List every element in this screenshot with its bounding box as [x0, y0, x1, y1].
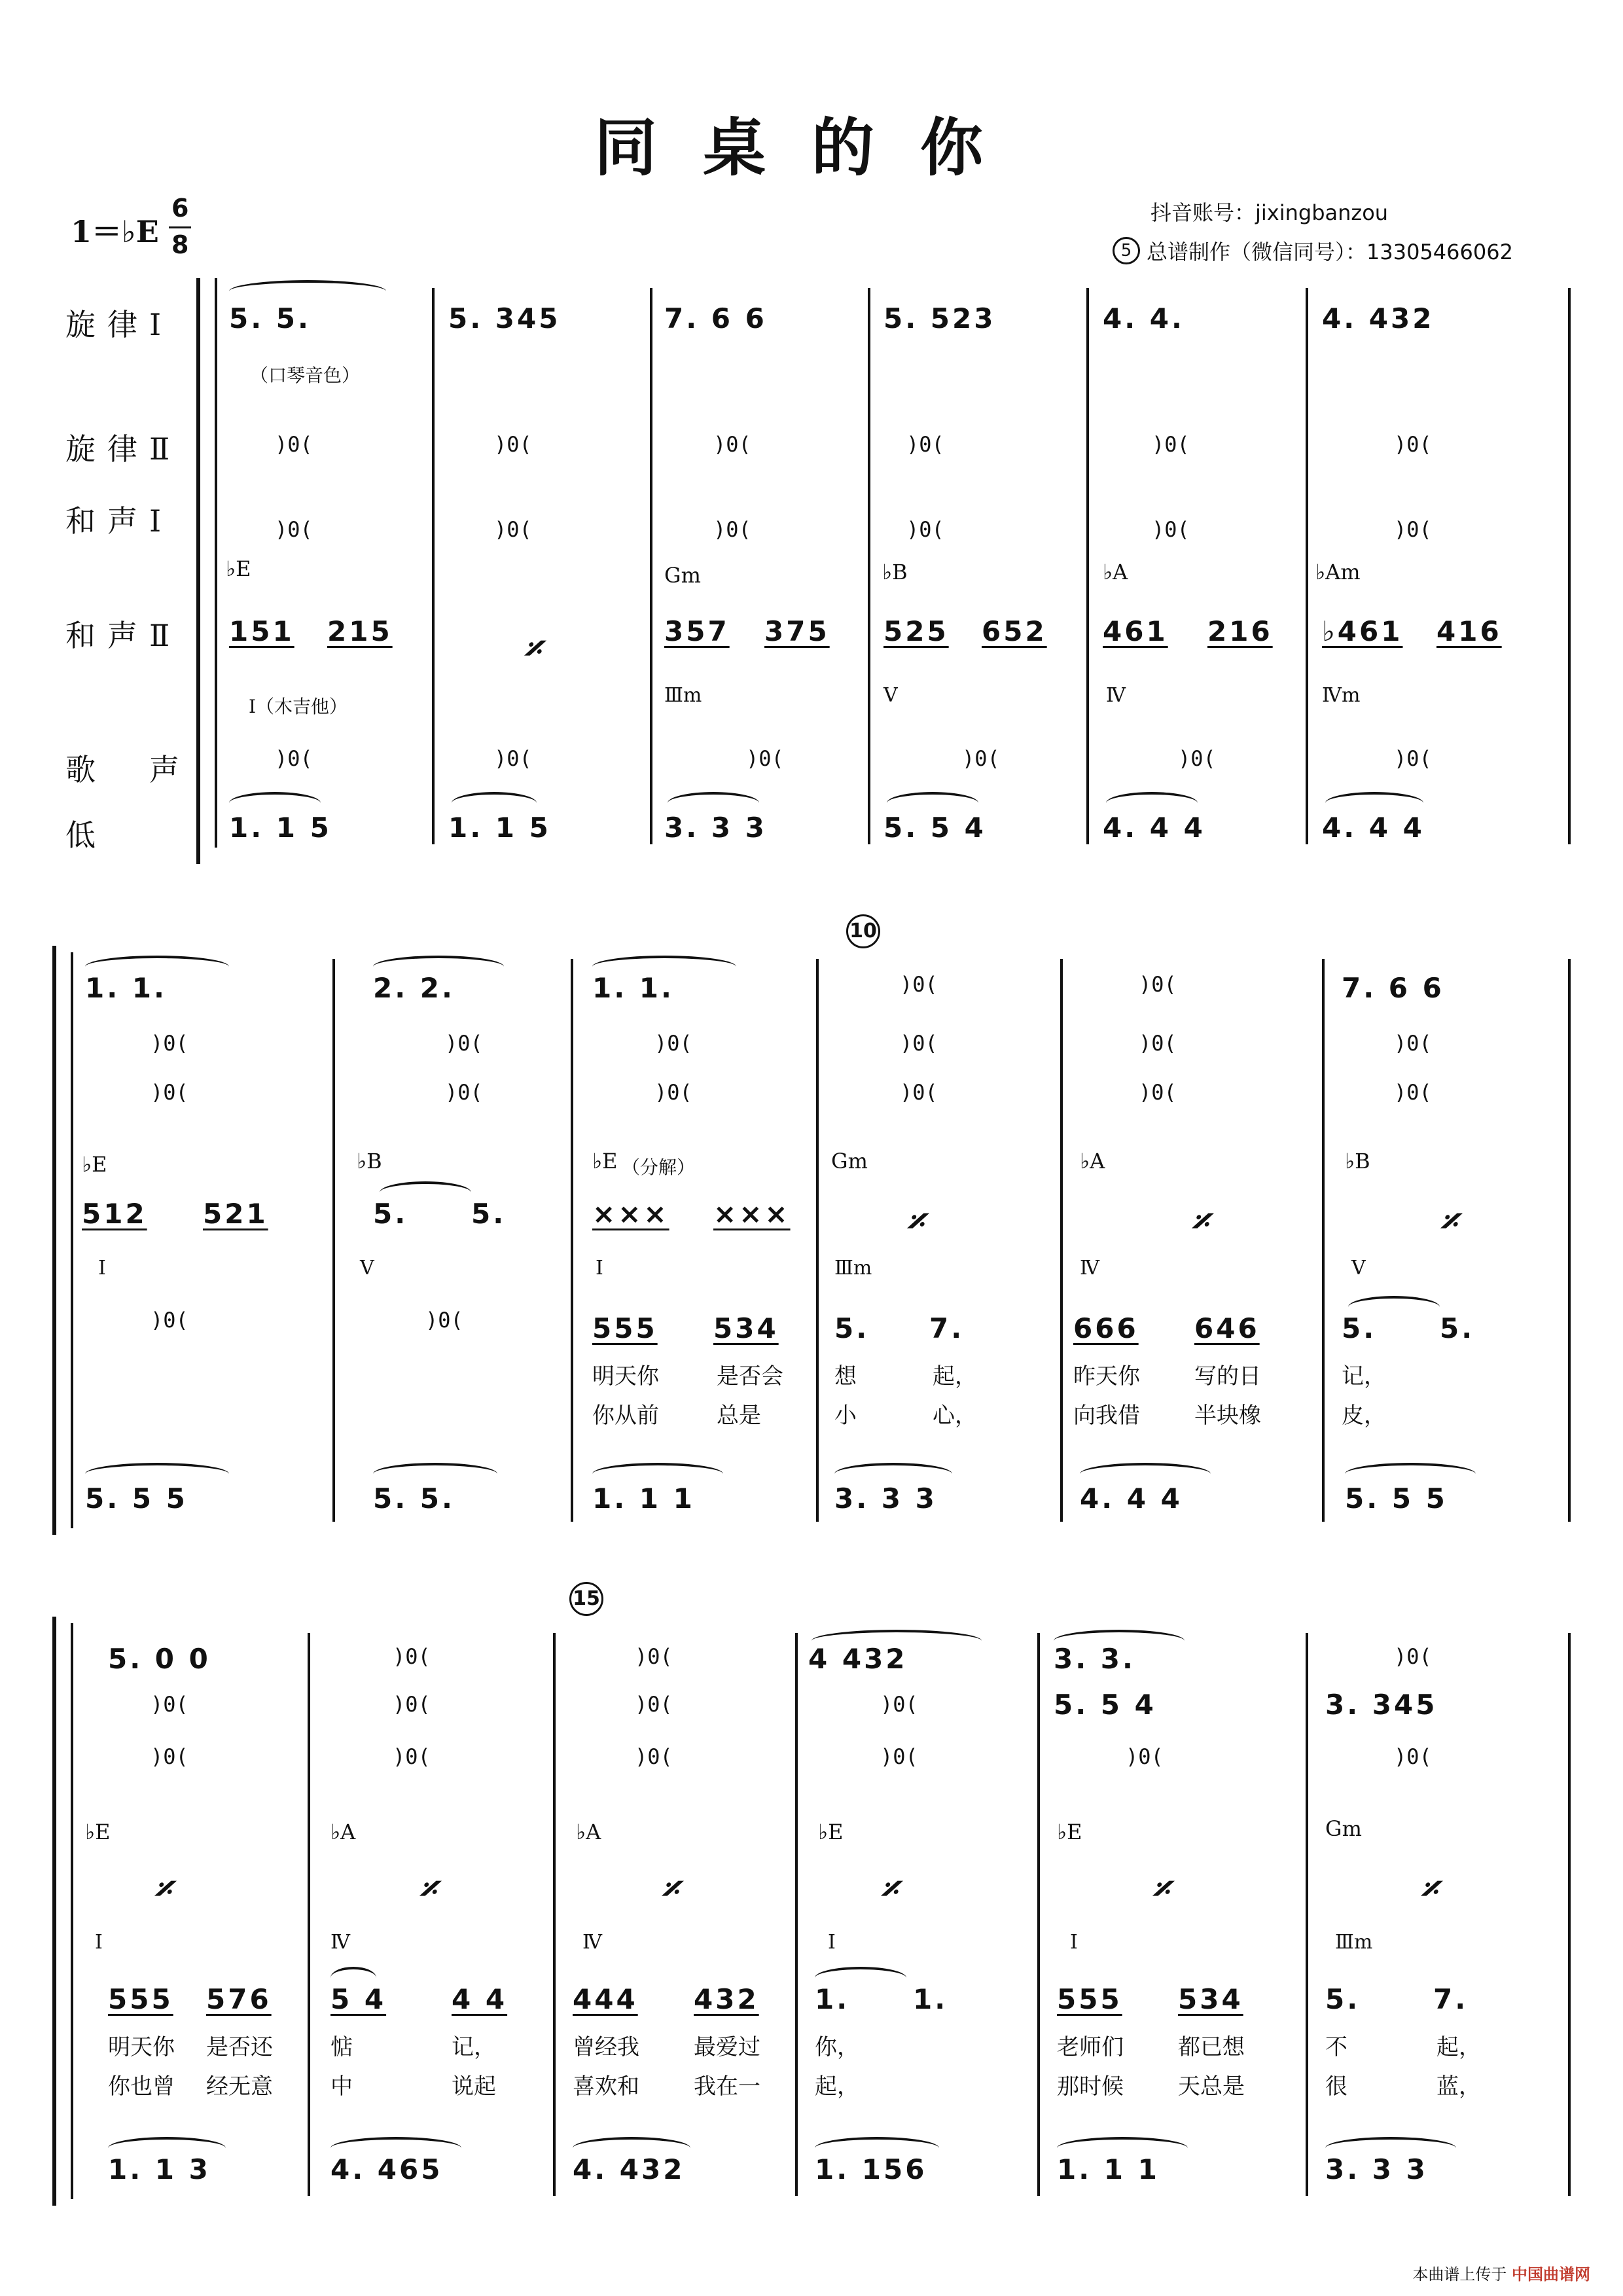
lyric: 不 — [1325, 2034, 1347, 2060]
simile-mark: 𝄎 — [1191, 1201, 1209, 1242]
rest: )0( — [1178, 746, 1216, 771]
footer — [1412, 2261, 1590, 2284]
barline — [650, 288, 652, 844]
note-group: 5. — [1342, 1312, 1377, 1344]
note-group: 1. — [913, 1983, 948, 2015]
barline — [553, 1633, 556, 2196]
roman-numeral: Ⅰ — [95, 1931, 103, 1954]
rest: )0( — [151, 1031, 188, 1056]
rest: )0( — [713, 432, 751, 457]
barline — [71, 952, 73, 1528]
note-group: 5. 345 — [448, 302, 561, 334]
system-bracket — [52, 946, 56, 1535]
rest: )0( — [654, 1080, 692, 1105]
barline — [1037, 1633, 1040, 2196]
barline — [215, 278, 217, 848]
note-group: 576 — [206, 1983, 272, 2015]
simile-mark: 𝄎 — [1152, 1869, 1169, 1910]
note-group: 555 — [592, 1312, 658, 1344]
roman-numeral: Ⅰ — [828, 1931, 836, 1954]
note-group: 534 — [1178, 1983, 1243, 2015]
rest: )0( — [635, 1692, 673, 1717]
rest: )0( — [275, 746, 313, 771]
roman-numeral: Ⅰ — [98, 1257, 106, 1280]
note-group: 3. 345 — [1325, 1689, 1438, 1721]
lyric: 都已想 — [1178, 2034, 1245, 2060]
lyric: 你从前 — [592, 1403, 659, 1429]
part-label: 歌 声 — [65, 752, 191, 787]
rest: )0( — [151, 1744, 188, 1769]
chord-symbol: Gm — [1325, 1816, 1362, 1841]
note-group: 5. — [1440, 1312, 1475, 1344]
note-group: 7. — [929, 1312, 965, 1344]
simile-mark: 𝄎 — [906, 1201, 924, 1242]
footer-site-link[interactable]: 中国曲谱网 — [1512, 2265, 1590, 2284]
roman-numeral: Ⅲm — [664, 684, 702, 707]
barline — [332, 959, 335, 1522]
note-group: 5. 5 5 — [1345, 1482, 1448, 1515]
rest: )0( — [900, 1080, 938, 1105]
part-label: 旋律Ⅱ — [65, 431, 182, 467]
chord-symbol: ♭B — [1345, 1149, 1370, 1174]
lyric: 曾经我 — [573, 2034, 639, 2060]
rest: )0( — [494, 746, 532, 771]
time-signature-denominator: 8 — [171, 230, 189, 259]
rest: )0( — [494, 432, 532, 457]
barline — [1086, 288, 1089, 844]
lyric: 记， — [1342, 1363, 1386, 1390]
system-bracket — [196, 278, 200, 864]
lyric: 总是 — [717, 1403, 761, 1429]
lyric: 天总是 — [1178, 2073, 1245, 2100]
note-group: 5. — [471, 1198, 507, 1230]
rest: )0( — [494, 517, 532, 542]
annotation: （口琴音色） — [250, 365, 361, 386]
lyric: 是否会 — [717, 1363, 783, 1390]
lyric: 写的日 — [1194, 1363, 1261, 1390]
chord-symbol: ♭B — [882, 560, 908, 584]
rest: )0( — [746, 746, 784, 771]
lyric: 皮， — [1342, 1403, 1386, 1429]
lyric: 很 — [1325, 2073, 1347, 2100]
roman-numeral: Ⅰ — [1070, 1931, 1078, 1954]
note-group: 7. 6 6 — [1342, 972, 1444, 1004]
tie — [229, 280, 386, 302]
barline — [1568, 1633, 1571, 2196]
rest: )0( — [900, 972, 938, 997]
lyric: 中 — [330, 2073, 353, 2100]
rest: )0( — [393, 1744, 431, 1769]
lyric: 明天你 — [592, 1363, 659, 1390]
roman-numeral: Ⅳ — [330, 1931, 350, 1954]
lyric: 最爱过 — [694, 2034, 760, 2060]
note-group: 534 — [713, 1312, 779, 1344]
rest: )0( — [906, 432, 944, 457]
note-group: 555 — [1057, 1983, 1122, 2015]
lyric: 是否还 — [206, 2034, 273, 2060]
note-group: 7. 6 6 — [664, 302, 767, 334]
chord-symbol: ♭E — [85, 1820, 111, 1844]
note-group: 215 — [327, 615, 393, 647]
barline — [868, 288, 870, 844]
barline — [1568, 959, 1571, 1522]
lyric: 心， — [933, 1403, 977, 1429]
rest: )0( — [900, 1031, 938, 1056]
rest: )0( — [713, 517, 751, 542]
producer-text: 总谱制作（微信同号）：13305466062 — [1147, 240, 1513, 264]
lyric: 向我借 — [1073, 1403, 1140, 1429]
note-group: 5. 5. — [229, 302, 311, 334]
lyric: 昨天你 — [1073, 1363, 1140, 1390]
note-group: ××× — [592, 1198, 669, 1230]
lyric: 起， — [1436, 2034, 1481, 2060]
roman-numeral: Ⅲm — [834, 1257, 872, 1280]
note-group: 1. — [815, 1983, 850, 2015]
simile-mark: 𝄎 — [880, 1869, 898, 1910]
key-signature: 1＝♭E — [71, 214, 159, 249]
lyric: 起， — [933, 1363, 977, 1390]
note-group: 1. 1 1 — [592, 1482, 695, 1515]
note-group: 5. 523 — [883, 302, 996, 334]
rest: )0( — [1394, 1744, 1432, 1769]
roman-numeral: Ⅴ — [360, 1257, 374, 1280]
chord-symbol: ♭A — [576, 1820, 601, 1844]
lyric: 那时候 — [1057, 2073, 1124, 2100]
rest: )0( — [1152, 517, 1190, 542]
chord-symbol: ♭Am — [1315, 560, 1361, 584]
note-group: 357 — [664, 615, 730, 647]
note-group: 5. — [1325, 1983, 1361, 2015]
part-label: 低 — [65, 817, 107, 853]
lyric: 半块橡 — [1194, 1403, 1261, 1429]
note-group: 4. 4 4 — [1103, 812, 1205, 844]
roman-numeral: Ⅳ — [1080, 1257, 1099, 1280]
rest: )0( — [1394, 517, 1432, 542]
part-label: 旋律Ⅰ — [65, 307, 173, 342]
simile-mark: 𝄎 — [419, 1869, 437, 1910]
footer-upload-text: 本曲谱上传于 — [1412, 2265, 1507, 2284]
chord-symbol: ♭B — [357, 1149, 382, 1174]
note-group: 216 — [1207, 615, 1273, 647]
rest: )0( — [1152, 432, 1190, 457]
part-label: 和声Ⅰ — [65, 503, 173, 539]
note-group: 1. 156 — [815, 2153, 927, 2185]
lyric: 小 — [834, 1403, 857, 1429]
rest: )0( — [275, 432, 313, 457]
note-group: 444 — [573, 1983, 638, 2015]
rest: )0( — [1394, 1644, 1432, 1669]
rest: )0( — [1394, 432, 1432, 457]
note-group: 1. 1. — [85, 972, 167, 1004]
barline — [1568, 288, 1571, 844]
note-group: 4. 465 — [330, 2153, 443, 2185]
barline — [308, 1633, 310, 2196]
lyric: 你， — [815, 2034, 859, 2060]
lyric: 明天你 — [108, 2034, 175, 2060]
lyric: 我在一 — [694, 2073, 760, 2100]
tie — [1345, 1463, 1476, 1485]
roman-numeral: Ⅰ — [596, 1257, 603, 1280]
note-group: 3. 3. — [1054, 1643, 1135, 1675]
account-text: 抖音账号：jixingbanzou — [1150, 200, 1389, 225]
note-group: 432 — [694, 1983, 759, 2015]
note-group: 555 — [108, 1983, 173, 2015]
roman-numeral: Ⅴ — [1351, 1257, 1366, 1280]
rest: )0( — [151, 1308, 188, 1333]
simile-mark: 𝄎 — [661, 1869, 679, 1910]
note-group: ♭461 — [1322, 615, 1403, 647]
rest: )0( — [1394, 1080, 1432, 1105]
chord-symbol: ♭E — [82, 1152, 107, 1177]
chord-symbol: ♭E — [226, 556, 251, 581]
note-group: 5. 0 0 — [108, 1643, 211, 1675]
note-group: 666 — [1073, 1312, 1139, 1344]
page-title: 同桌的你 — [594, 111, 1029, 185]
note-group: 652 — [982, 615, 1047, 647]
rest: )0( — [1139, 972, 1177, 997]
barline — [71, 1623, 73, 2199]
rest: )0( — [880, 1692, 918, 1717]
roman-numeral: Ⅴ — [883, 684, 898, 707]
barline — [1322, 959, 1325, 1522]
rest: )0( — [654, 1031, 692, 1056]
tie — [373, 1463, 497, 1485]
barline — [432, 288, 435, 844]
chord-symbol: ♭E — [1057, 1820, 1082, 1844]
lyric: 喜欢和 — [573, 2073, 639, 2100]
note-group: 1. 1. — [592, 972, 674, 1004]
roman-numeral: Ⅲm — [1335, 1931, 1373, 1954]
lyric: 说起 — [452, 2073, 496, 2100]
chord-symbol: Gm — [831, 1149, 868, 1174]
lyric: 想 — [834, 1363, 857, 1390]
time-signature-numerator: 6 — [171, 194, 189, 223]
note-group: 5. — [834, 1312, 870, 1344]
lyric: 蓝， — [1436, 2073, 1481, 2100]
tie — [1325, 792, 1423, 814]
note-group: 151 — [229, 615, 294, 647]
note-group: 4. 4. — [1103, 302, 1185, 334]
annotation: （分解） — [622, 1157, 696, 1178]
note-group: 521 — [203, 1198, 268, 1230]
tie — [85, 1463, 229, 1485]
rest: )0( — [393, 1644, 431, 1669]
tie — [668, 792, 759, 814]
note-group: 5 4 — [330, 1983, 387, 2015]
note-group: ××× — [713, 1198, 791, 1230]
note-group: 646 — [1194, 1312, 1260, 1344]
note-group: 416 — [1436, 615, 1502, 647]
lyric: 经无意 — [206, 2073, 273, 2100]
tie — [1080, 1463, 1211, 1485]
rest: )0( — [393, 1692, 431, 1717]
measure-number: 10 — [846, 914, 880, 948]
note-group: 5. 5 4 — [883, 812, 986, 844]
barline — [816, 959, 819, 1522]
barline — [1306, 1633, 1308, 2196]
note-group: 4. 432 — [573, 2153, 685, 2185]
note-group: 4. 4 4 — [1080, 1482, 1183, 1515]
chord-symbol: ♭A — [1080, 1149, 1105, 1174]
rest: )0( — [151, 1080, 188, 1105]
rest: )0( — [1394, 1031, 1432, 1056]
simile-mark: 𝄎 — [1420, 1869, 1438, 1910]
roman-numeral: Ⅳ — [1106, 684, 1126, 707]
rest: )0( — [445, 1031, 483, 1056]
note-group: 375 — [764, 615, 830, 647]
note-group: 4 432 — [808, 1643, 908, 1675]
note-group: 5. 5 4 — [1054, 1689, 1156, 1721]
lyric: 记， — [452, 2034, 496, 2060]
note-group: 461 — [1103, 615, 1168, 647]
note-group: 5. 5. — [373, 1482, 455, 1515]
lyric: 起， — [815, 2073, 859, 2100]
note-group: 3. 3 3 — [834, 1482, 937, 1515]
note-group: 512 — [82, 1198, 147, 1230]
lyric: 老师们 — [1057, 2034, 1124, 2060]
chord-symbol: ♭A — [1103, 560, 1128, 584]
note-group: 1. 1 1 — [1057, 2153, 1160, 2185]
lyric: 惦 — [330, 2034, 353, 2060]
barline — [795, 1633, 798, 2196]
chord-symbol: ♭E — [818, 1820, 844, 1844]
time-signature-line — [169, 226, 191, 228]
tie — [887, 792, 978, 814]
system-bracket — [52, 1617, 56, 2206]
rest: )0( — [151, 1692, 188, 1717]
note-group: 525 — [883, 615, 949, 647]
chord-symbol: ♭A — [330, 1820, 356, 1844]
note-group: 7. — [1433, 1983, 1469, 2015]
tie — [229, 792, 321, 814]
note-group: 4. 432 — [1322, 302, 1435, 334]
rest: )0( — [1126, 1744, 1164, 1769]
simile-mark: 𝄎 — [1440, 1201, 1457, 1242]
note-group: 5. 5 5 — [85, 1482, 188, 1515]
circled-number: 5 — [1113, 237, 1140, 264]
rest: )0( — [445, 1080, 483, 1105]
measure-number: 15 — [569, 1582, 603, 1616]
roman-numeral: Ⅳ — [582, 1931, 602, 1954]
note-group: 1. 1 5 — [229, 812, 332, 844]
note-group: 4 4 — [452, 1983, 508, 2015]
roman-numeral: Ⅰ（木吉他） — [249, 696, 348, 717]
part-label: 和声Ⅱ — [65, 618, 182, 653]
barline — [571, 959, 573, 1522]
tie — [592, 1463, 723, 1485]
note-group: 4. 4 4 — [1322, 812, 1425, 844]
roman-numeral: Ⅳm — [1322, 684, 1361, 707]
rest: )0( — [1139, 1080, 1177, 1105]
barline — [1306, 288, 1308, 844]
rest: )0( — [880, 1744, 918, 1769]
simile-mark: 𝄎 — [524, 628, 541, 670]
chord-symbol: Gm — [664, 563, 701, 588]
rest: )0( — [1394, 746, 1432, 771]
rest: )0( — [1139, 1031, 1177, 1056]
rest: )0( — [635, 1644, 673, 1669]
rest: )0( — [906, 517, 944, 542]
rest: )0( — [635, 1744, 673, 1769]
tie — [452, 792, 537, 814]
rest: )0( — [962, 746, 1000, 771]
lyric: 你也曾 — [108, 2073, 175, 2100]
note-group: 1. 1 5 — [448, 812, 551, 844]
note-group: 5. — [373, 1198, 408, 1230]
tie — [834, 1463, 952, 1485]
note-group: 2. 2. — [373, 972, 455, 1004]
chord-symbol: ♭E — [592, 1149, 618, 1174]
note-group: 3. 3 3 — [664, 812, 767, 844]
note-group: 1. 1 3 — [108, 2153, 211, 2185]
barline — [1060, 959, 1063, 1522]
simile-mark: 𝄎 — [154, 1869, 171, 1910]
rest: )0( — [425, 1308, 463, 1333]
tie — [1106, 792, 1198, 814]
note-group: 3. 3 3 — [1325, 2153, 1428, 2185]
rest: )0( — [275, 517, 313, 542]
